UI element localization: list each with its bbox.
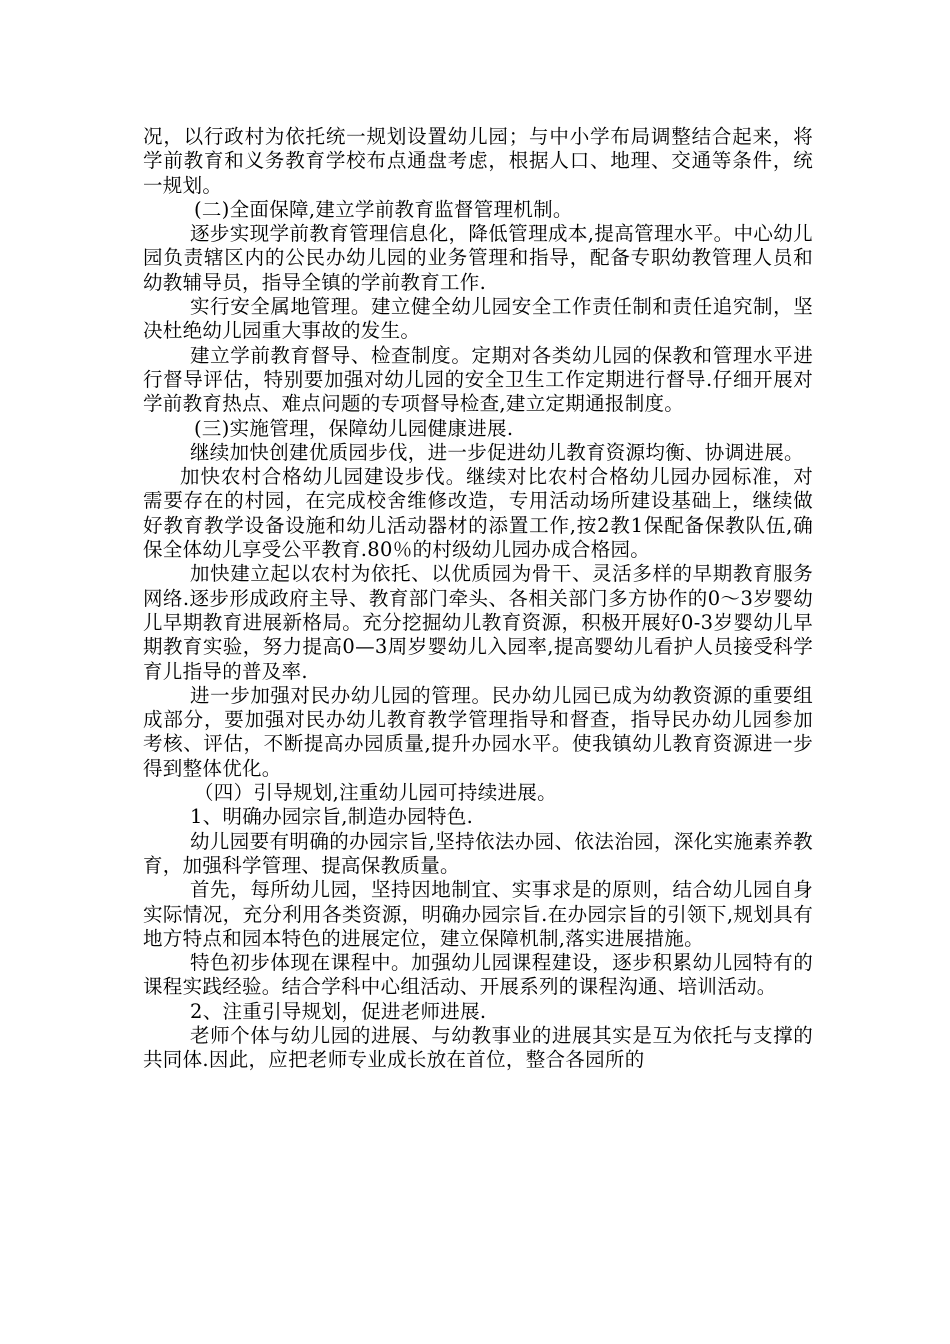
section-heading: (三)实施管理，保障幼儿园健康进展. [194, 416, 514, 440]
paragraph: 进一步加强对民办幼儿园的管理。民办幼儿园已成为幼教资源的重要组成部分，要加强对民办幼儿教育教学管理指导和督查，指导民办幼儿园参加考核、评估，不断提高办园质量,提升办园水平。使我镇幼儿教育资源进一步得到整体优化。 [143, 683, 813, 780]
paragraph: 老师个体与幼儿园的进展、与幼教事业的进展其实是互为依托与支撑的共同体.因此，应把老师专业成长放在首位，整合各园所的 [143, 1023, 813, 1072]
paragraph: 加快建立起以农村为依托、以优质园为骨干、灵活多样的早期教育服务网络.逐步形成政府主导、教育部门牵头、各相关部门多方协作的0～3岁婴幼儿早期教育进展新格局。充分挖掘幼儿教育资源，积极开展好0-3岁婴幼儿早期教育实验，努力提高0—3周岁婴幼儿入园率,提高婴幼儿看护人员接受科学育儿指导的普及率. [143, 562, 813, 683]
paragraph: 幼儿园要有明确的办园宗旨,坚持依法办园、依法治园，深化实施素养教育，加强科学管理、提高保教质量。 [143, 829, 813, 877]
paragraph: 建立学前教育督导、检查制度。定期对各类幼儿园的保教和管理水平进行督导评估，特别要加强对幼儿园的安全卫生工作定期进行督导.仔细开展对学前教育热点、难点问题的专项督导检查,建立定期通报制度。 [143, 343, 813, 416]
document-body [143, 125, 813, 1073]
paragraph: 实行安全属地管理。建立健全幼儿园安全工作责任制和责任追究制，坚决杜绝幼儿园重大事故的发生。 [143, 295, 813, 343]
paragraph: 继续加快创建优质园步伐，进一步促进幼儿教育资源均衡、协调进展。 [190, 440, 804, 464]
section-heading: （四）引导规划,注重幼儿园可持续进展。 [194, 781, 557, 805]
paragraph: 况，以行政村为依托统一规划设置幼儿园；与中小学布局调整结合起来，将学前教育和义务教育学校布点通盘考虑，根据人口、地理、交通等条件，统一规划。 [143, 125, 813, 197]
paragraph: 逐步实现学前教育管理信息化，降低管理成本,提高管理水平。中心幼儿园负责辖区内的公民办幼儿园的业务管理和指导，配备专职幼教管理人员和幼教辅导员，指导全镇的学前教育工作. [143, 222, 813, 294]
subsection-heading: 2、注重引导规划，促进老师进展. [190, 999, 487, 1023]
paragraph: 加快农村合格幼儿园建设步伐。继续对比农村合格幼儿园办园标准，对需要存在的村园，在完成校舍维修改造，专用活动场所建设基础上，继续做好教育教学设备设施和幼儿活动器材的添置工作,按2教1保配备保教队伍,确保全体幼儿享受公平教育.80％的村级幼儿园办成合格园。 [143, 465, 813, 562]
paragraph: 首先，每所幼儿园，坚持因地制宜、实事求是的原则，结合幼儿园自身实际情况，充分利用各类资源，明确办园宗旨.在办园宗旨的引领下,规划具有地方特点和园本特色的进展定位，建立保障机制,落实进展措施。 [143, 878, 813, 950]
subsection-heading: 1、明确办园宗旨,制造办园特色. [190, 805, 474, 829]
paragraph: 特色初步体现在课程中。加强幼儿园课程建设，逐步积累幼儿园特有的课程实践经验。结合学科中心组活动、开展系列的课程沟通、培训活动。 [143, 951, 813, 999]
section-heading: (二)全面保障,建立学前教育监督管理机制。 [194, 197, 573, 221]
